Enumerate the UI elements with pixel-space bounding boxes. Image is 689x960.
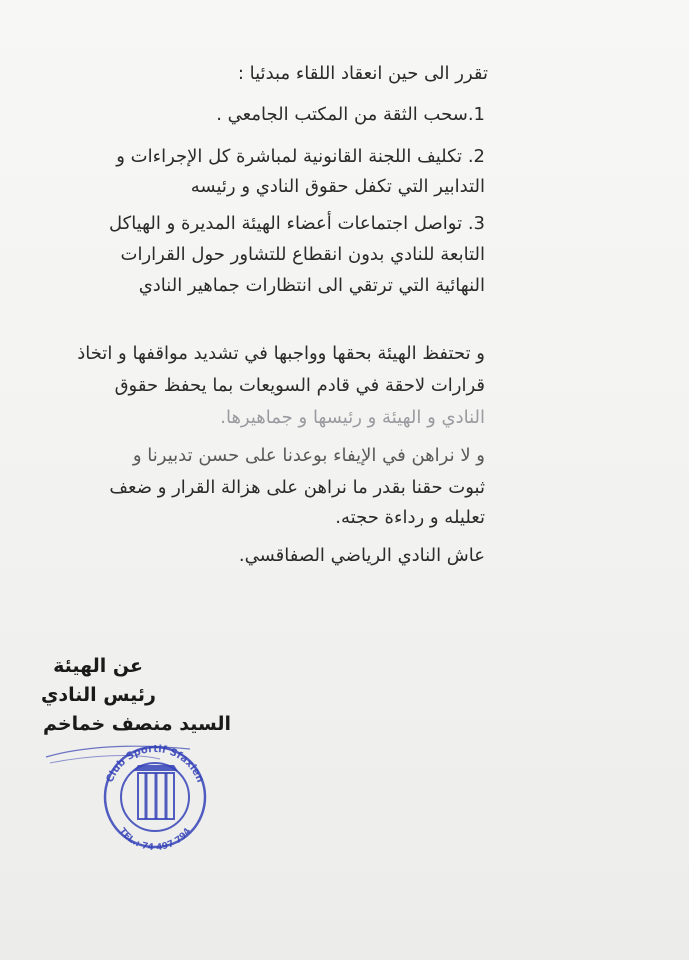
point-2-number: 2. [467, 146, 485, 167]
point-2-line-2: التدابير التي تكفل حقوق النادي و رئيسه [190, 176, 485, 197]
stamp-top-text: Club Sportif Sfaxien [104, 743, 206, 785]
paragraph-1-line-3: النادي و الهيئة و رئيسها و جماهيرها. [220, 407, 485, 428]
point-2-line-1: تكليف اللجنة القانونية لمباشرة كل الإجراءات و [116, 146, 463, 167]
paragraph-2-line-3: تعليله و رداءة حجته. [335, 507, 485, 528]
club-stamp-icon [40, 735, 240, 855]
signature-title: رئيس النادي [40, 684, 156, 706]
signature-on-behalf: عن الهيئة [53, 655, 143, 677]
paragraph-2-line-2: ثبوت حقنا بقدر ما نراهن على هزالة القرار و ضعف [109, 477, 485, 498]
point-1-number: 1. [467, 104, 485, 125]
point-3-line-3: النهائية التي ترتقي الى انتظارات جماهير النادي [138, 275, 485, 296]
point-3-line-1: تواصل اجتماعات أعضاء الهيئة المديرة و الهياكل [109, 213, 463, 234]
point-3-line-2: التابعة للنادي بدون انقطاع للتشاور حول القرارات [120, 244, 485, 265]
point-2 [116, 145, 485, 169]
paragraph-1-line-2: قرارات لاحقة في قادم السويعات بما يحفظ حقوق [114, 375, 485, 396]
intro-line: تقرر الى حين انعقاد اللقاء مبدئيا : [237, 63, 488, 84]
signature-name: السيد منصف خماخم [43, 713, 231, 735]
point-3 [109, 212, 485, 236]
stamp-bottom-text: TEL.: 74 497 794 [116, 826, 194, 854]
paragraph-1-line-1: و تحتفظ الهيئة بحقها وواجبها في تشديد مواقفها و اتخاذ [77, 343, 485, 364]
point-1 [216, 103, 485, 127]
closing-line: عاش النادي الرياضي الصفاقسي. [238, 545, 485, 566]
point-1-line-1: سحب الثقة من المكتب الجامعي . [216, 104, 468, 125]
paragraph-2-line-1: و لا نراهن في الإيفاء بوعدنا على حسن تدبيرنا و [132, 445, 485, 466]
point-3-number: 3. [467, 213, 485, 234]
